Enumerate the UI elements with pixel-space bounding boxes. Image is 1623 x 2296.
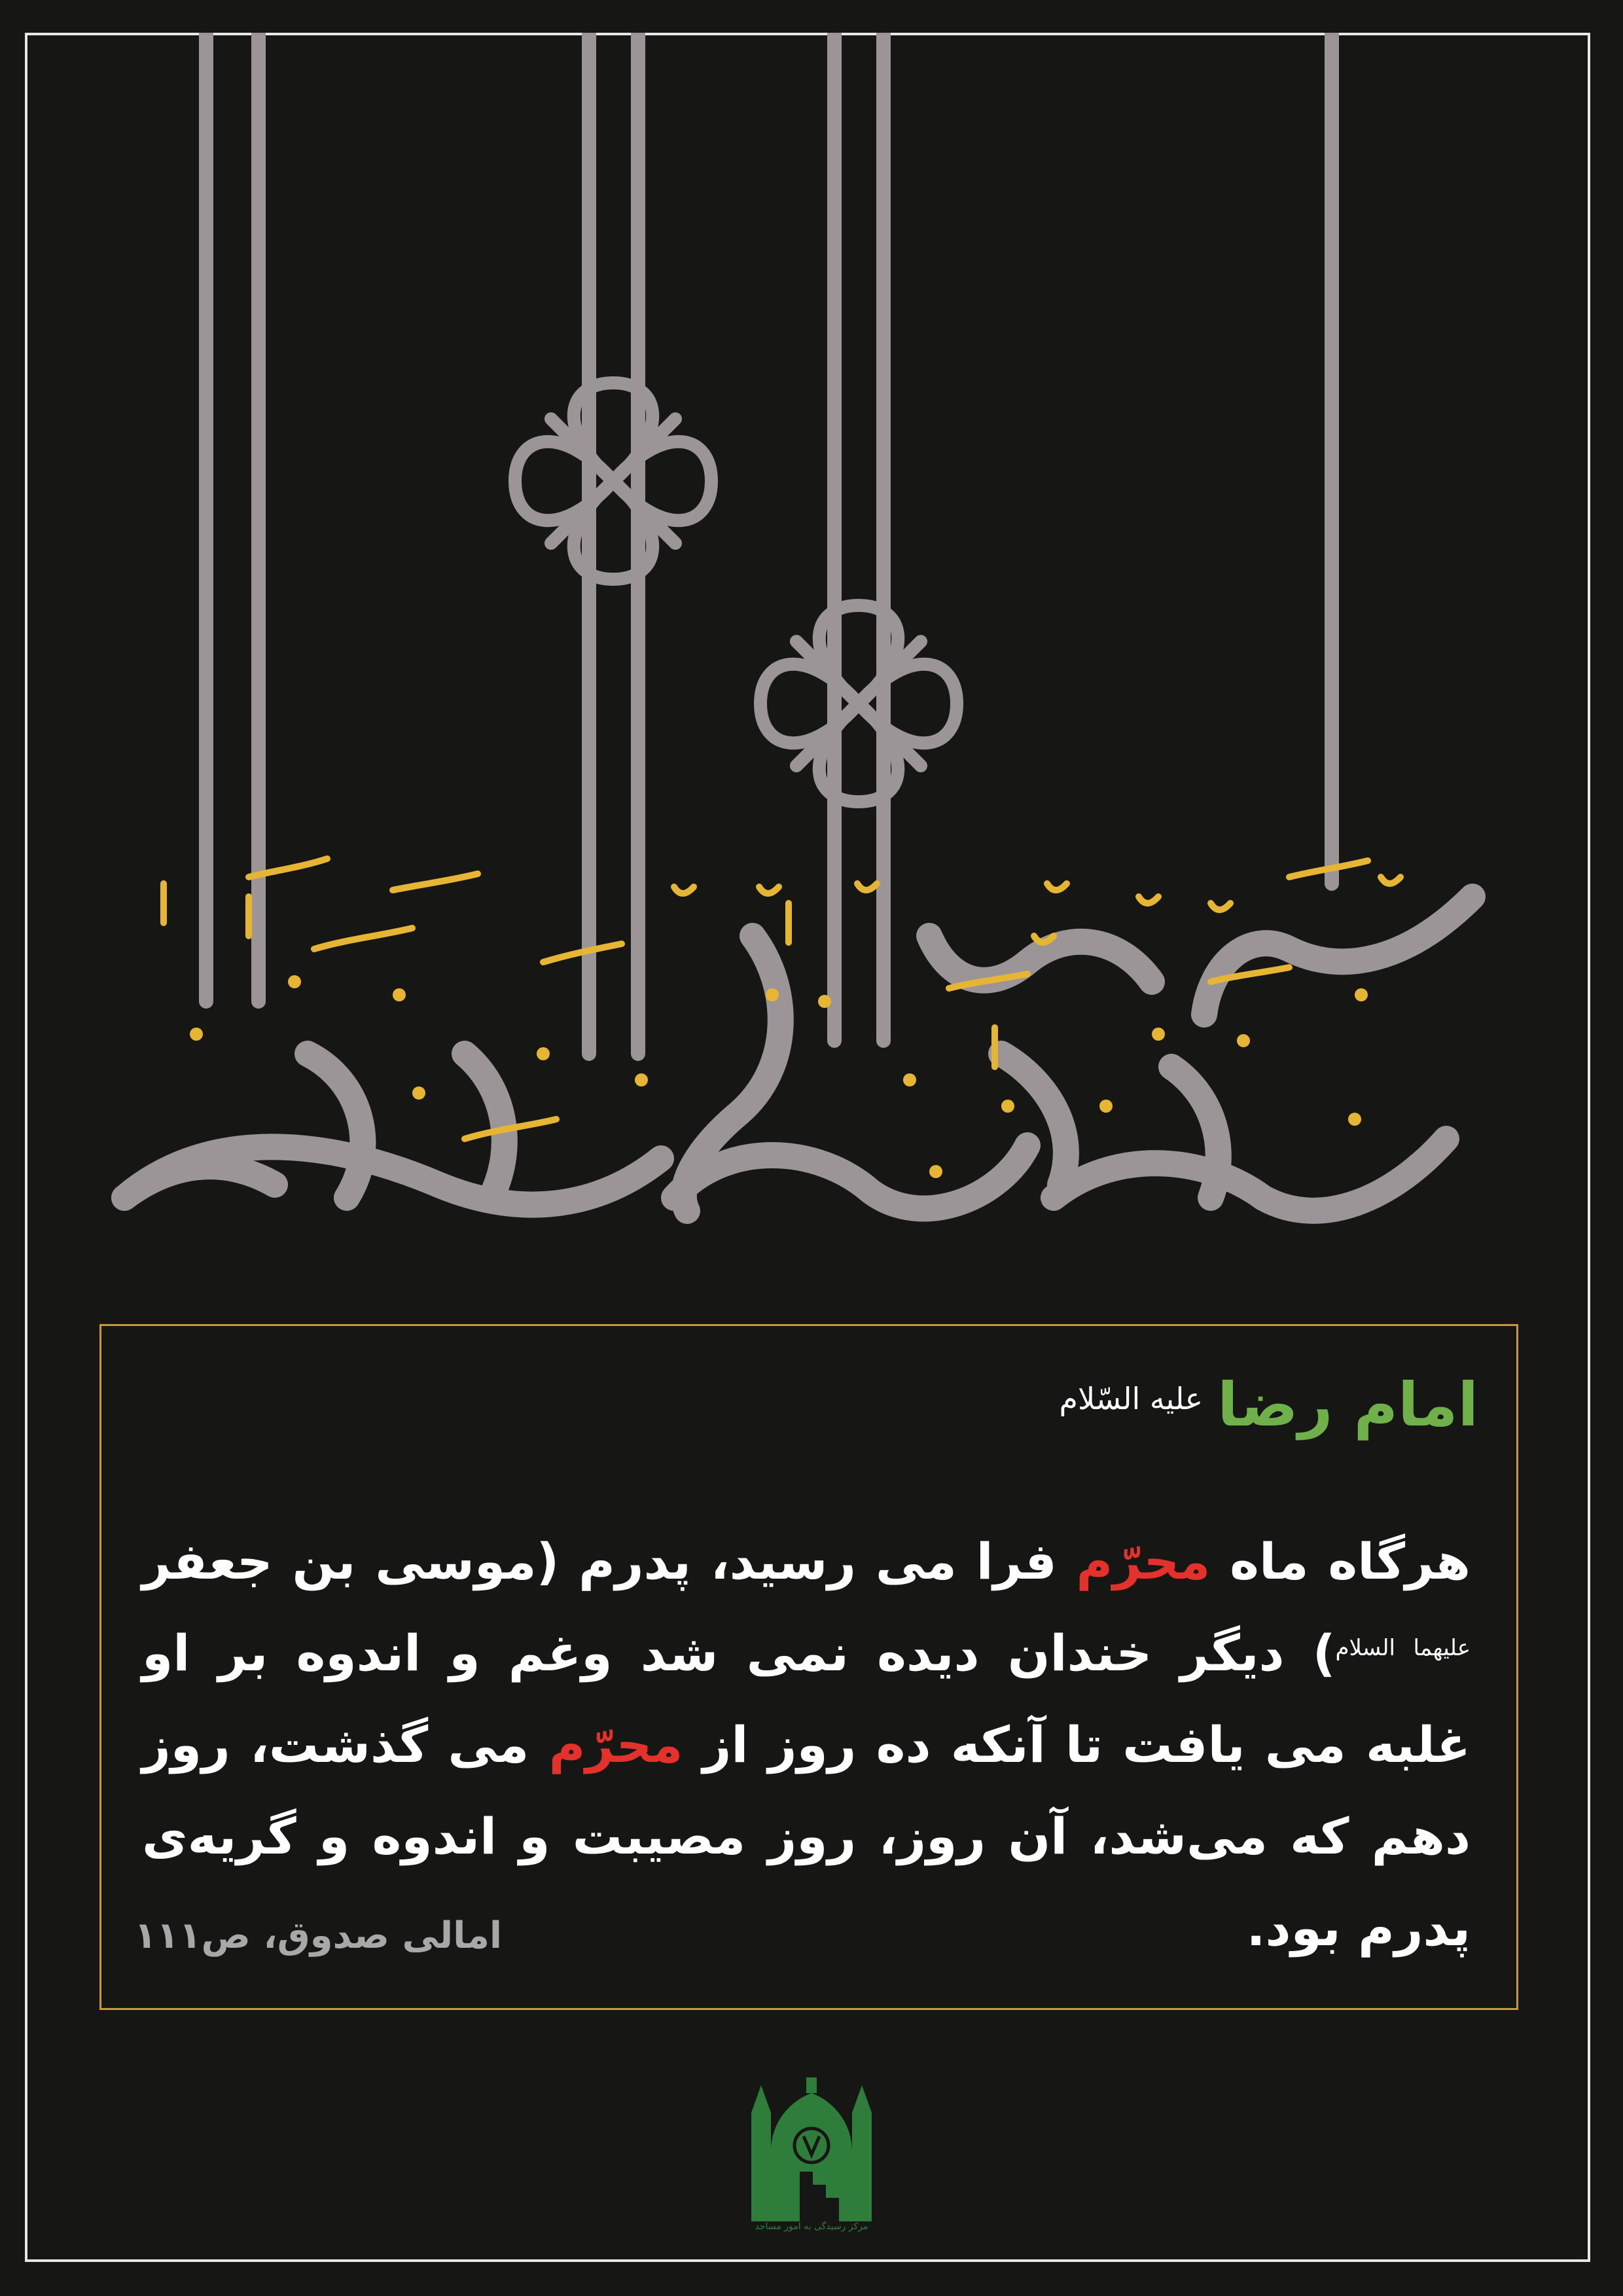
hadith-text [142, 1516, 1471, 1974]
knot-ornament-upper [515, 383, 711, 579]
mosque-center-logo [747, 2073, 876, 2244]
knot-ornament-lower [760, 605, 957, 802]
mosque-logo-icon [747, 2073, 876, 2221]
hadith-part-3: ) دیگر خندان دیده نمی شد وغم و اندوه بر او غلبه می یافت تا آنکه ده روز از [142, 1624, 1471, 1774]
speaker-name: امام رضا [1217, 1370, 1478, 1440]
muharram-highlight: محرّم [548, 1715, 683, 1774]
speaker-honorific: علیه السّلام [1059, 1381, 1204, 1416]
hadith-box [99, 1324, 1518, 2010]
hadith-part-1: هرگاه ماه [1210, 1532, 1471, 1590]
calligraphy-stems [206, 33, 1332, 1054]
muharram-highlight: محرّم [1076, 1532, 1211, 1590]
honorific-superscript: علیهما السلام [1335, 1635, 1471, 1661]
hadith-source: امالی صدوق، ص۱۱۱ [134, 1914, 503, 1957]
calligraphy-artwork [98, 33, 1525, 1250]
hadith-part-4: می گذشت، روز دهم که می‌شد، آن روز، روز مصیبت و اندوه و گریه‌ی پدرم بود. [142, 1715, 1471, 1957]
logo-caption: مرکز رسیدگی به امور مساجد [755, 2221, 868, 2232]
hadith-part-2: فرا می رسید، پدرم (موسی بن جعفر [142, 1532, 1077, 1590]
speaker [1059, 1372, 1478, 1438]
